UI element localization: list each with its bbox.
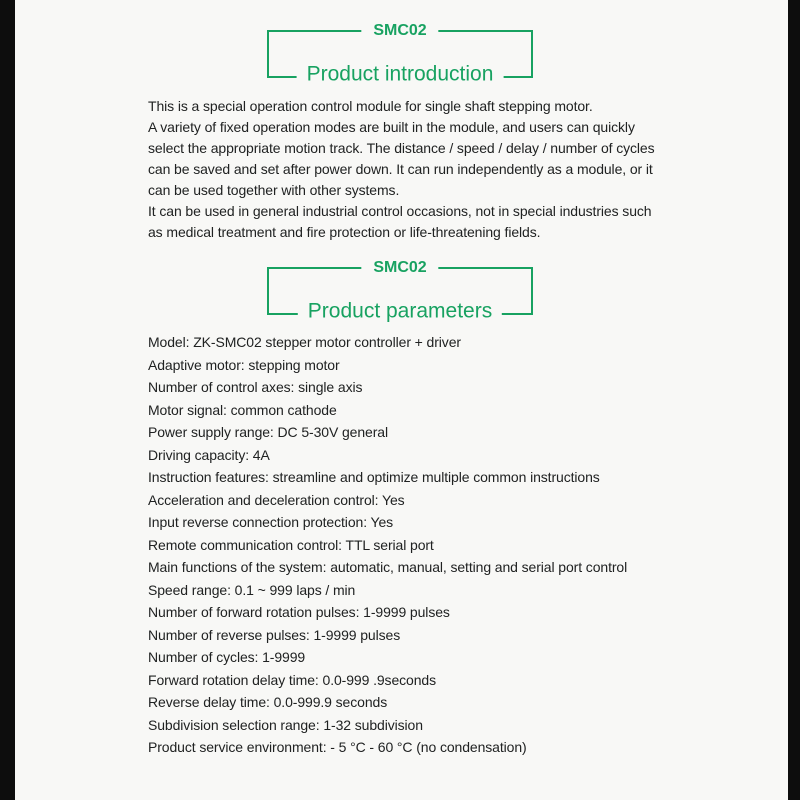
parameters-section <box>0 258 800 759</box>
param-line: Main functions of the system: automatic, manual, setting and serial port control <box>148 559 628 575</box>
param-line: Motor signal: common cathode <box>148 401 337 418</box>
param-line: Instruction features: streamline and optimize multiple common instructions <box>148 469 600 485</box>
param-line: Power supply range: DC 5-30V general <box>148 424 388 440</box>
intro-paragraph: This is a special operation control module for single shaft stepping motor. <box>148 98 593 114</box>
param-line: Acceleration and deceleration control: Yes <box>148 491 405 508</box>
param-line: Adaptive motor: stepping motor <box>148 356 340 373</box>
param-line: Remote communication control: TTL serial port <box>148 536 434 553</box>
intro-title-box <box>267 21 533 86</box>
right-black-border <box>788 0 800 800</box>
param-line: Input reverse connection protection: Yes <box>148 514 394 530</box>
param-line: Driving capacity: 4A <box>148 446 270 463</box>
intro-text <box>148 96 662 243</box>
left-black-border <box>0 0 15 800</box>
param-line: Subdivision selection range: 1-32 subdivision <box>148 716 423 733</box>
intro-paragraph: It can be used in general industrial control occasions, not in special industries such as medical treatment and fire protection or life-threatening fields. <box>148 203 652 240</box>
param-line: Number of control axes: single axis <box>148 379 363 395</box>
param-line: Number of reverse pulses: 1-9999 pulses <box>148 626 401 643</box>
param-line: Reverse delay time: 0.0-999.9 seconds <box>148 694 388 710</box>
param-line: Product service environment: - 5 °C - 60 °C (no condensation) <box>148 739 527 755</box>
parameters-title-box <box>267 258 533 323</box>
param-line: Forward rotation delay time: 0.0-999 .9seconds <box>148 671 436 688</box>
intro-model-badge: SMC02 <box>361 22 438 40</box>
parameters-list <box>148 331 800 759</box>
intro-section <box>0 21 800 243</box>
parameters-title: Product parameters <box>298 298 502 323</box>
param-line: Number of forward rotation pulses: 1-9999 pulses <box>148 604 450 620</box>
param-line: Model: ZK-SMC02 stepper motor controller + driver <box>148 334 461 350</box>
intro-title: Product introduction <box>297 61 504 86</box>
intro-paragraph: A variety of fixed operation modes are built in the module, and users can quickly select the appropriate motion track. The distance / speed / delay / number of cycles can be saved and set after power down. It can run independently as a module, or it can be used together with other systems. <box>148 119 655 198</box>
param-line: Number of cycles: 1-9999 <box>148 649 306 665</box>
param-line: Speed range: 0.1 ~ 999 laps / min <box>148 581 356 598</box>
parameters-model-badge: SMC02 <box>361 259 438 277</box>
